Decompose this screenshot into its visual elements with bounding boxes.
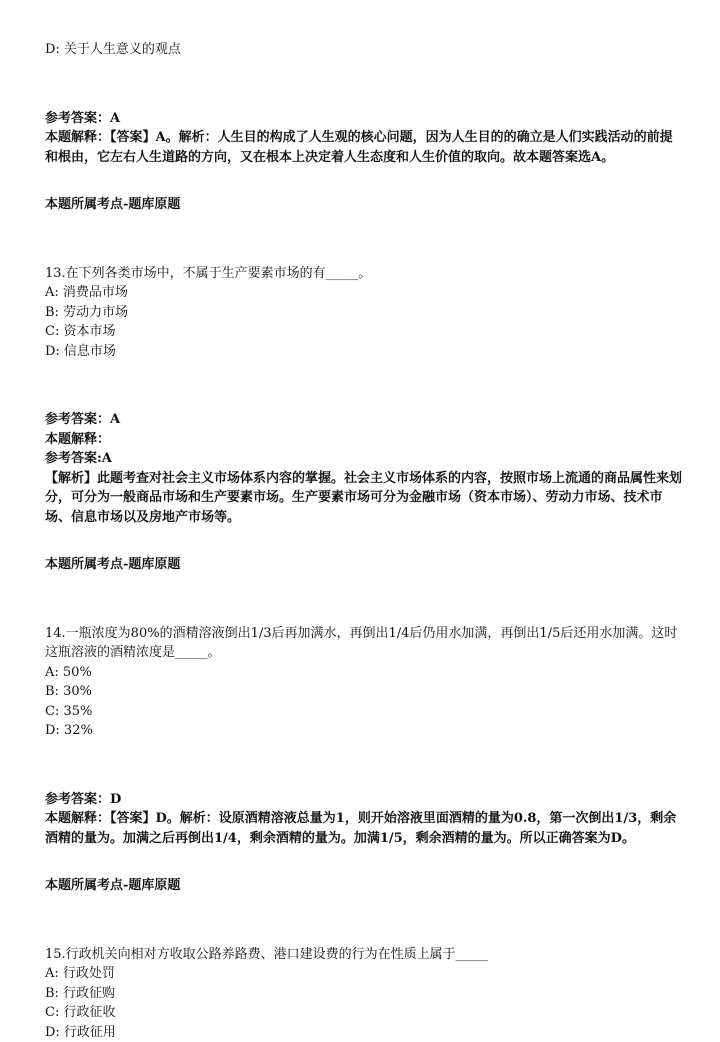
q13-option-b: B: 劳动力市场 — [45, 303, 685, 323]
question-14 — [45, 624, 685, 741]
q15-stem: 15.行政机关向相对方收取公路养路费、港口建设费的行为在性质上属于_____ — [45, 945, 685, 965]
q13-explanation: 【解析】此题考查对社会主义市场体系内容的掌握。社会主义市场体系的内容，按照市场上流通的商品属性来划分，可分为一般商品市场和生产要素市场。生产要素市场可分为金融市场（资本市场）、劳动力市场、技术市场、信息市场以及房地产市场等。 — [45, 469, 685, 528]
question-13 — [45, 264, 685, 362]
q14-stem: 14.一瓶浓度为80%的酒精溶液倒出1/3后再加满水，再倒出1/4后仍用水加满，再倒出1/5后还用水加满。这时这瓶溶液的酒精浓度是_____。 — [45, 624, 685, 663]
q14-explanation: 本题解释：【答案】D。解析：设原酒精溶液总量为1，则开始溶液里面酒精的量为0.8，第一次倒出1/3，剩余酒精的量为。加满之后再倒出1/4，剩余酒精的量为。加满1/5，剩余酒精的量为。所以正确答案为D。 — [45, 809, 685, 848]
q14-option-b: B: 30% — [45, 682, 685, 702]
q15-option-d: D: 行政征用 — [45, 1023, 685, 1042]
q13-answer-block — [45, 410, 685, 575]
q12-answer-block — [45, 109, 685, 215]
q13-option-a: A: 消费品市场 — [45, 283, 685, 303]
q12-answer: 参考答案：A — [45, 109, 685, 129]
q12-explanation: 本题解释：【答案】A。解析：人生目的构成了人生观的核心问题，因为人生目的的确立是人们实践活动的前提和根由，它左右人生道路的方向，又在根本上决定着人生态度和人生价值的取向。故本题答案选A。 — [45, 128, 685, 167]
q13-answer: 参考答案：A — [45, 410, 685, 430]
q13-option-c: C: 资本市场 — [45, 322, 685, 342]
q15-option-b: B: 行政征购 — [45, 984, 685, 1004]
q12-category: 本题所属考点-题库原题 — [45, 195, 685, 215]
q14-category: 本题所属考点-题库原题 — [45, 876, 685, 896]
q14-option-a: A: 50% — [45, 663, 685, 683]
q14-option-c: C: 35% — [45, 702, 685, 722]
question-15 — [45, 945, 685, 1042]
q14-answer-block — [45, 790, 685, 896]
q14-option-d: D: 32% — [45, 721, 685, 741]
q15-option-c: C: 行政征收 — [45, 1003, 685, 1023]
q13-answer-2: 参考答案:A — [45, 449, 685, 469]
q13-stem: 13.在下列各类市场中，不属于生产要素市场的有_____。 — [45, 264, 685, 284]
q13-category: 本题所属考点-题库原题 — [45, 555, 685, 575]
q13-explain-label: 本题解释： — [45, 430, 685, 450]
q12-option-d: D: 关于人生意义的观点 — [45, 40, 685, 60]
document-page — [45, 40, 685, 1042]
q15-option-a: A: 行政处罚 — [45, 964, 685, 984]
q13-option-d: D: 信息市场 — [45, 342, 685, 362]
q14-answer: 参考答案：D — [45, 790, 685, 810]
